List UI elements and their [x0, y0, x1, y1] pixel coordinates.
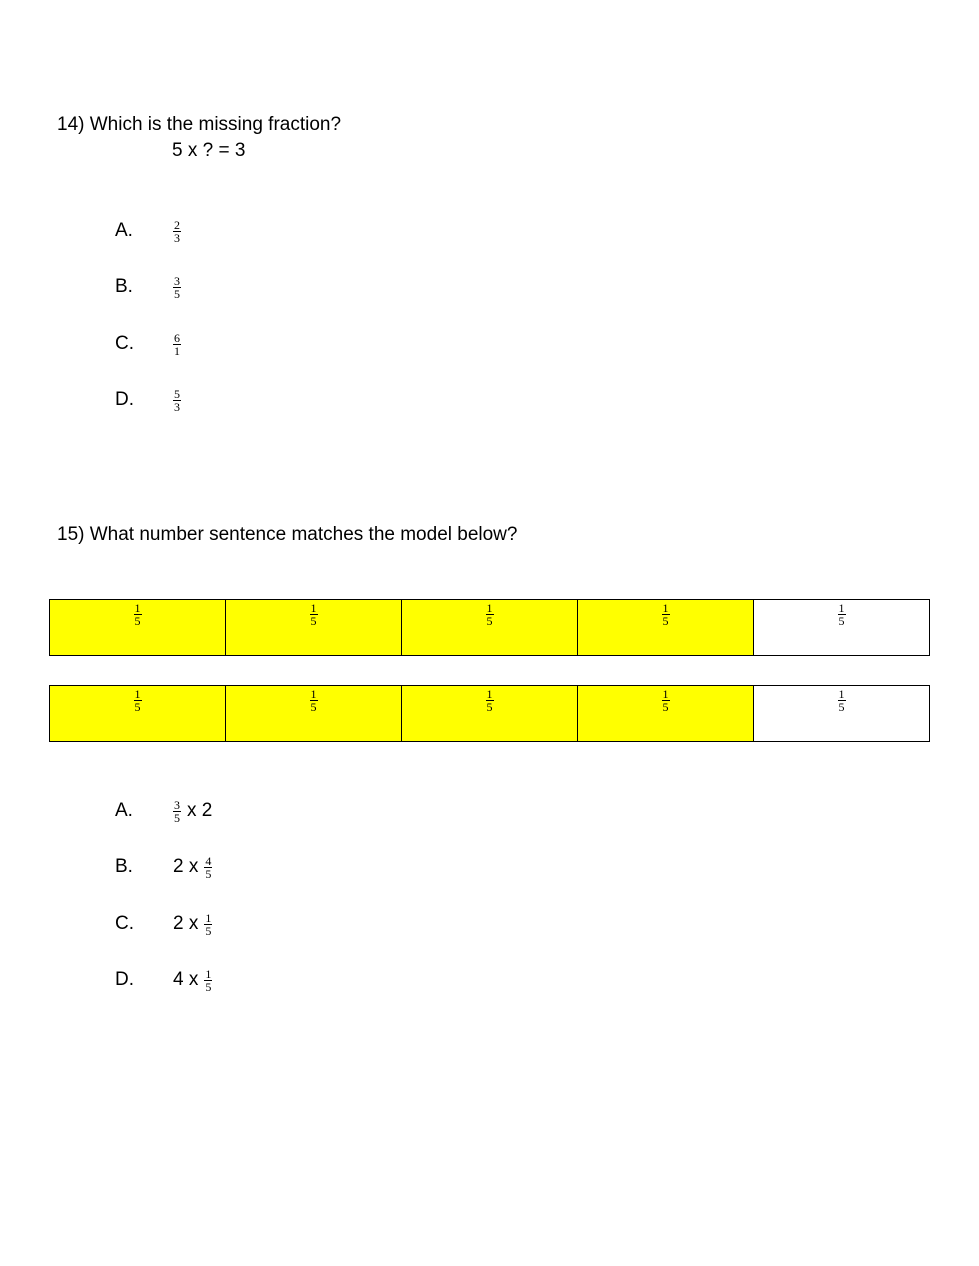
q14-option-a[interactable]	[115, 216, 515, 246]
q15-option-b[interactable]	[115, 852, 515, 882]
option-fraction: $\frac{6}{1}$	[174, 330, 180, 358]
fraction-cell: $\frac{1}{5}$	[50, 686, 226, 741]
option-fraction: $\frac{1}{5}$	[205, 910, 212, 938]
q14-option-c[interactable]	[115, 329, 515, 359]
question-15-text: 15) What number sentence matches the model below?	[57, 524, 518, 545]
question-14-equation: 5 x ? = 3	[172, 140, 246, 161]
q15-option-d[interactable]	[115, 965, 515, 995]
option-fraction: $\frac{2}{3}$	[174, 217, 180, 245]
option-letter: B.	[115, 856, 133, 877]
fraction-cell: $\frac{1}{5}$	[402, 600, 578, 655]
fraction-cell: $\frac{1}{5}$	[50, 600, 226, 655]
option-prefix: 4 x	[173, 969, 199, 990]
question-14-text: 14) Which is the missing fraction?	[57, 114, 342, 135]
fraction-cell: $\frac{1}{5}$	[754, 686, 929, 741]
option-suffix: x 2	[187, 800, 213, 821]
option-letter: A.	[115, 220, 133, 241]
option-prefix: 2 x	[173, 856, 199, 877]
option-letter: D.	[115, 389, 134, 410]
option-letter: C.	[115, 913, 134, 934]
fraction-cell: $\frac{1}{5}$	[226, 600, 402, 655]
option-letter: C.	[115, 333, 134, 354]
fraction-model-bar-1	[49, 599, 930, 656]
option-prefix: 2 x	[173, 913, 199, 934]
fraction-cell: $\frac{1}{5}$	[226, 686, 402, 741]
option-letter: D.	[115, 969, 134, 990]
option-fraction: $\frac{1}{5}$	[205, 966, 212, 994]
fraction-model-bar-2	[49, 685, 930, 742]
q14-option-b[interactable]	[115, 272, 515, 302]
q14-option-d[interactable]	[115, 385, 515, 415]
option-letter: B.	[115, 276, 133, 297]
fraction-cell: $\frac{1}{5}$	[754, 600, 929, 655]
fraction-cell: $\frac{1}{5}$	[578, 600, 754, 655]
fraction-cell: $\frac{1}{5}$	[402, 686, 578, 741]
q15-option-c[interactable]	[115, 909, 515, 939]
fraction-cell: $\frac{1}{5}$	[578, 686, 754, 741]
option-fraction: $\frac{3}{5}$	[174, 273, 180, 301]
option-fraction: $\frac{5}{3}$	[174, 386, 180, 414]
option-letter: A.	[115, 800, 133, 821]
q15-option-a[interactable]	[115, 796, 515, 826]
option-fraction: $\frac{3}{5}$	[174, 797, 180, 825]
option-fraction: $\frac{4}{5}$	[205, 853, 212, 881]
